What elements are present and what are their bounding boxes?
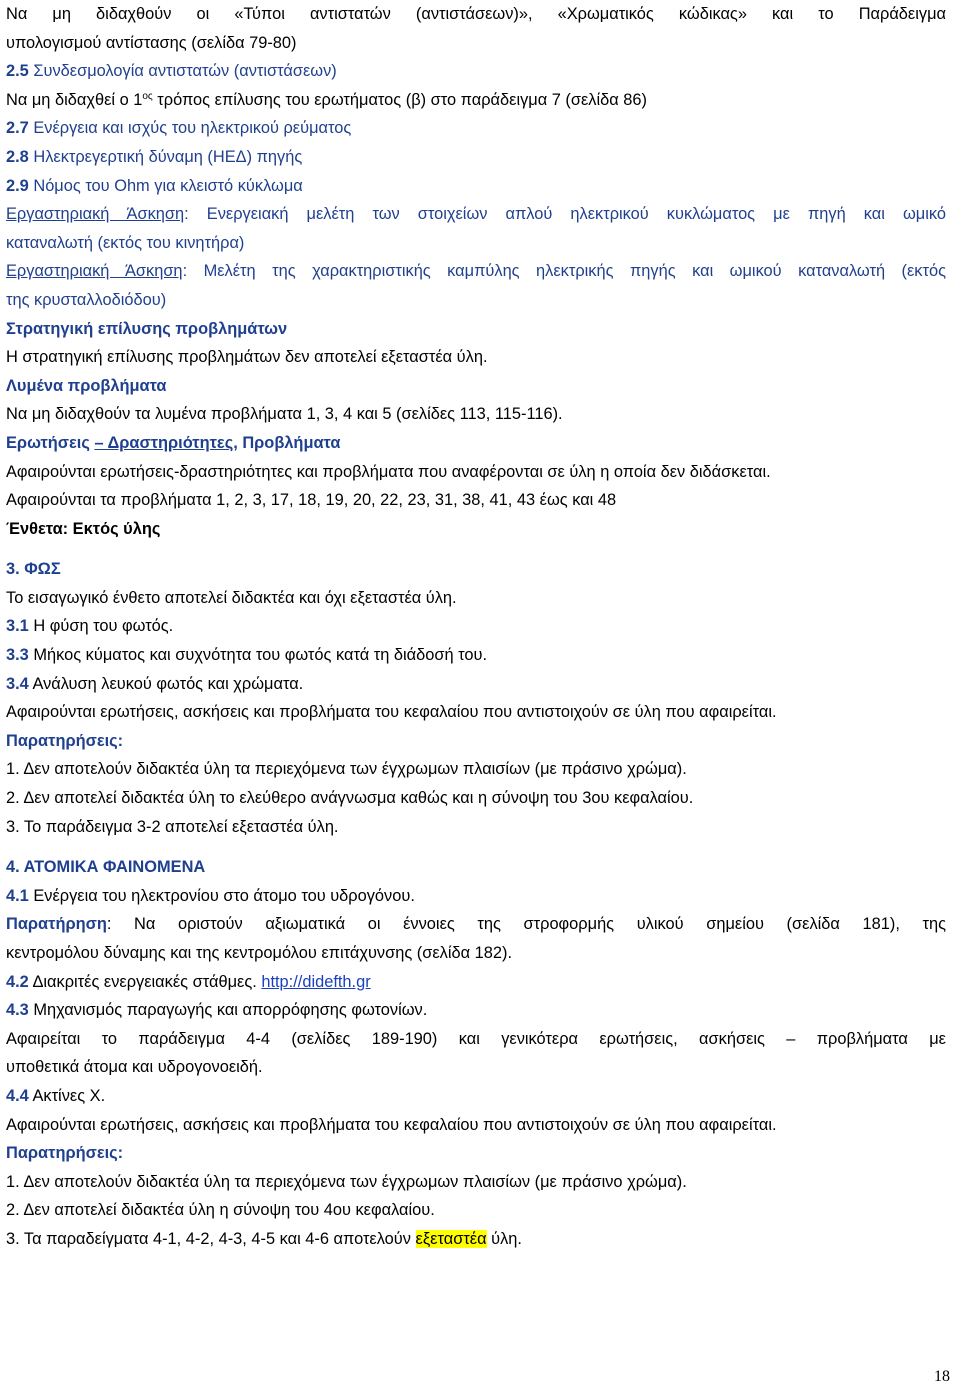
section-title: Η φύση του φωτός.	[28, 617, 174, 636]
text-line: Αφαιρούνται ερωτήσεις, ασκήσεις και προβλήματα του κεφαλαίου που αντιστοιχούν σε ύλη που αφαιρείται.	[6, 703, 777, 722]
text-line: της κρυσταλλοδιόδου)	[6, 290, 167, 309]
section-title: Διακριτές ενεργειακές στάθμες.	[28, 972, 262, 991]
text-line: 1. Δεν αποτελούν διδακτέα ύλη τα περιεχόμενα των έγχρωμων πλαισίων (με πράσινο χρώμα).	[6, 1172, 687, 1191]
subheading: Λυμένα προβλήματα	[6, 376, 167, 395]
section-title: Μήκος κύματος και συχνότητα του φωτός κατά τη διάδοσή του.	[28, 646, 488, 665]
section-title: Συνδεσμολογία αντιστατών (αντιστάσεων)	[28, 62, 337, 81]
text-segment: : Ενεργειακή μελέτη των στοιχείων απλού ηλεκτρικού κυκλώματος με πηγή και ωμικό	[184, 205, 946, 224]
document-page	[6, 0, 946, 1254]
lab-exercise-label: Εργαστηριακή Άσκηση	[6, 205, 185, 224]
text-line: Η στρατηγική επίλυσης προβλημάτων δεν αποτελεί εξεταστέα ύλη.	[6, 348, 488, 367]
highlighted-word: εξεταστέα	[415, 1229, 487, 1248]
section-number: 3.1	[6, 617, 29, 636]
section-heading	[6, 143, 946, 172]
section-heading	[6, 172, 946, 201]
text-line: κεντρομόλου δύναμης και της κεντρομόλου επιτάχυνσης (σελίδα 182).	[6, 944, 513, 962]
lab-exercise-line	[6, 200, 946, 229]
text-segment: – Δραστηριότητες	[94, 433, 234, 452]
notes-heading: Παρατηρήσεις:	[6, 1144, 124, 1163]
section-heading	[6, 57, 946, 86]
text-segment: Ερωτήσεις	[6, 433, 95, 452]
text-line: 2. Δεν αποτελεί διδακτέα ύλη η σύνοψη του 4ου κεφαλαίου.	[6, 1201, 435, 1220]
text-line: 2. Δεν αποτελεί διδακτέα ύλη το ελεύθερο ανάγνωσμα καθώς και η σύνοψη του 3ου κεφαλαίου.	[6, 789, 694, 808]
text-line: καταναλωτή (εκτός του κινητήρα)	[6, 233, 245, 252]
text-line: Αφαιρούνται ερωτήσεις-δραστηριότητες και προβλήματα που αναφέρονται σε ύλη η οποία δεν διδάσκεται.	[6, 462, 771, 481]
superscript: ος	[142, 90, 153, 102]
text-line: Αφαιρείται το παράδειγμα 4-4 (σελίδες 189-190) και γενικότερα ερωτήσεις, ασκήσεις – προβλήματα με	[6, 1029, 946, 1048]
section-title: Ανάλυση λευκού φωτός και χρώματα.	[28, 674, 304, 693]
text-line: υπολογισμού αντίστασης (σελίδα 79-80)	[6, 33, 297, 52]
didefth-link[interactable]: http://didefth.gr	[261, 972, 371, 991]
section-heading	[6, 612, 946, 641]
text-line: Να μη διδαχθούν οι «Τύποι αντιστατών (αντιστάσεων)», «Χρωματικός κώδικας» και το Παράδειγμα	[6, 5, 946, 23]
text-line: Αφαιρούνται ερωτήσεις, ασκήσεις και προβλήματα του κεφαλαίου που αντιστοιχούν σε ύλη που αφαιρείται.	[6, 1115, 777, 1134]
section-number: 2.7	[6, 119, 29, 138]
text-segment: τρόπος επίλυσης του ερωτήματος (β) στο παράδειγμα 7 (σελίδα 86)	[152, 90, 647, 109]
section-number: 2.9	[6, 176, 29, 195]
text-segment: 3. Τα παραδείγματα 4-1, 4-2, 4-3, 4-5 και 4-6 αποτελούν	[6, 1229, 416, 1248]
section-number: 4.1	[6, 886, 29, 905]
text-segment: , Προβλήματα	[233, 433, 341, 452]
lab-exercise-label: Εργαστηριακή Άσκηση	[6, 262, 183, 281]
section-title: Νόμος του Ohm για κλειστό κύκλωμα	[28, 176, 303, 195]
section-number: 3.3	[6, 646, 29, 665]
section-number: 4.3	[6, 1001, 29, 1020]
section-number: 2.8	[6, 147, 29, 166]
text-line: Αφαιρούνται τα προβλήματα 1, 2, 3, 17, 18, 19, 20, 22, 23, 31, 38, 41, 43 έως και 48	[6, 491, 617, 510]
chapter-heading: 3. ΦΩΣ	[6, 560, 61, 579]
section-heading	[6, 968, 946, 997]
text-segment: ύλη.	[486, 1229, 522, 1248]
section-title: Ηλεκτρεγερτική δύναμη (ΗΕΔ) πηγής	[28, 147, 303, 166]
text-segment: : Να οριστούν αξιωματικά οι έννοιες της στροφορμής υλικού σημείου (σελίδα 181), της	[106, 915, 946, 934]
section-number: 3.4	[6, 674, 29, 693]
subheading: Ένθετα: Εκτός ύλης	[6, 519, 161, 538]
page-number: 18	[934, 1368, 950, 1385]
lab-exercise-line	[6, 257, 946, 286]
section-title: Μηχανισμός παραγωγής και απορρόφησης φωτονίων.	[28, 1001, 428, 1020]
text-line	[6, 86, 946, 115]
text-line	[6, 910, 946, 939]
section-heading	[6, 1082, 946, 1111]
text-line	[6, 1225, 946, 1254]
section-title: Ακτίνες Χ.	[28, 1086, 106, 1105]
section-heading	[6, 996, 946, 1025]
chapter-heading: 4. ΑΤΟΜΙΚΑ ΦΑΙΝΟΜΕΝΑ	[6, 858, 206, 877]
section-number: 4.4	[6, 1086, 29, 1105]
subheading	[6, 429, 946, 458]
section-number: 4.2	[6, 972, 29, 991]
section-number: 2.5	[6, 62, 29, 81]
text-segment: : Μελέτη της χαρακτηριστικής καμπύλης ηλεκτρικής πηγής και ωμικού καταναλωτή (εκτός	[182, 262, 946, 281]
text-line: 1. Δεν αποτελούν διδακτέα ύλη τα περιεχόμενα των έγχρωμων πλαισίων (με πράσινο χρώμα).	[6, 760, 687, 779]
section-heading	[6, 114, 946, 143]
section-heading	[6, 641, 946, 670]
text-line: Το εισαγωγικό ένθετο αποτελεί διδακτέα και όχι εξεταστέα ύλη.	[6, 588, 457, 607]
text-line: Να μη διδαχθούν τα λυμένα προβλήματα 1, 3, 4 και 5 (σελίδες 113, 115-116).	[6, 405, 563, 424]
text-line: υποθετικά άτομα και υδρογονοειδή.	[6, 1058, 263, 1077]
subheading: Στρατηγική επίλυσης προβλημάτων	[6, 319, 288, 338]
section-title: Ενέργεια και ισχύς του ηλεκτρικού ρεύματος	[28, 119, 352, 138]
section-heading	[6, 882, 946, 911]
note-label: Παρατήρηση	[6, 915, 107, 934]
section-heading	[6, 670, 946, 699]
text-line: 3. Το παράδειγμα 3-2 αποτελεί εξεταστέα ύλη.	[6, 817, 339, 836]
text-segment: Να μη διδαχθεί ο 1	[6, 90, 143, 109]
section-title: Ενέργεια του ηλεκτρονίου στο άτομο του υδρογόνου.	[28, 886, 415, 905]
notes-heading: Παρατηρήσεις:	[6, 731, 124, 750]
